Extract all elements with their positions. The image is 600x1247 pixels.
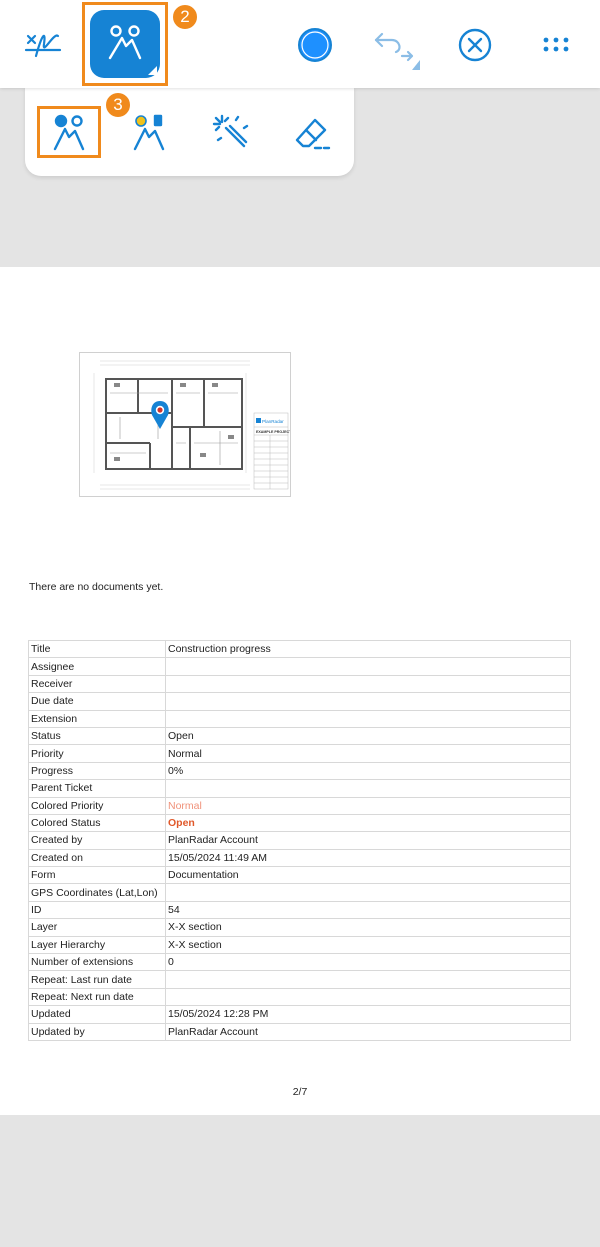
table-row	[29, 675, 571, 692]
marker-pen-button[interactable]	[119, 108, 179, 158]
row-label: Colored Status	[29, 814, 166, 831]
row-value	[166, 693, 571, 710]
table-row	[29, 954, 571, 971]
row-value	[166, 675, 571, 692]
laser-pointer-icon	[210, 112, 252, 154]
row-value: Normal	[166, 745, 571, 762]
table-row	[29, 849, 571, 866]
row-label: Priority	[29, 745, 166, 762]
step-two-badge: 2	[171, 3, 199, 31]
row-label: GPS Coordinates (Lat,Lon)	[29, 884, 166, 901]
row-value	[166, 971, 571, 988]
row-label: Colored Priority	[29, 797, 166, 814]
table-row	[29, 780, 571, 797]
table-row	[29, 971, 571, 988]
row-label: Due date	[29, 693, 166, 710]
location-pin-icon	[151, 401, 168, 429]
row-value: 0	[166, 954, 571, 971]
color-picker-button[interactable]	[294, 26, 336, 64]
step-three-badge: 3	[104, 91, 132, 119]
row-label: Assignee	[29, 658, 166, 675]
table-row	[29, 797, 571, 814]
undo-redo-button[interactable]	[372, 24, 424, 70]
floor-plan-thumbnail[interactable]	[79, 352, 291, 497]
pin-pen-icon	[49, 113, 89, 153]
row-value: X-X section	[166, 936, 571, 953]
table-row	[29, 745, 571, 762]
row-value: Normal	[166, 797, 571, 814]
row-value	[166, 884, 571, 901]
row-value	[166, 780, 571, 797]
eraser-button[interactable]	[281, 108, 341, 158]
close-button[interactable]	[456, 26, 494, 64]
row-label: Extension	[29, 710, 166, 727]
table-row	[29, 919, 571, 936]
row-value: 0%	[166, 762, 571, 779]
more-options-button[interactable]	[538, 32, 574, 56]
no-documents-message: There are no documents yet.	[29, 581, 164, 593]
row-value: PlanRadar Account	[166, 1023, 571, 1040]
plan-project-label: EXAMPLE PROJECT	[256, 430, 290, 434]
table-row	[29, 693, 571, 710]
row-label: Updated	[29, 1006, 166, 1023]
row-label: Updated by	[29, 1023, 166, 1040]
row-value	[166, 658, 571, 675]
row-label: Form	[29, 867, 166, 884]
row-label: Progress	[29, 762, 166, 779]
page-number: 2/7	[292, 1086, 308, 1098]
row-value: 54	[166, 901, 571, 918]
table-row	[29, 867, 571, 884]
row-value: Documentation	[166, 867, 571, 884]
row-value	[166, 988, 571, 1005]
undo-icon	[372, 24, 424, 70]
row-value: 15/05/2024 11:49 AM	[166, 849, 571, 866]
row-label: ID	[29, 901, 166, 918]
row-value: Open	[166, 727, 571, 744]
pen-tool-button[interactable]	[82, 2, 168, 86]
signature-icon[interactable]	[20, 22, 68, 66]
table-row	[29, 762, 571, 779]
table-row	[29, 988, 571, 1005]
table-row	[29, 832, 571, 849]
row-value: Open	[166, 814, 571, 831]
row-label: Created on	[29, 849, 166, 866]
row-value: 15/05/2024 12:28 PM	[166, 1006, 571, 1023]
color-swatch-icon	[296, 26, 334, 64]
table-row	[29, 1006, 571, 1023]
pen-tools-flyout	[25, 86, 354, 176]
marker-pen-icon	[129, 113, 169, 153]
floor-plan-drawing	[80, 353, 290, 496]
table-row	[29, 1023, 571, 1040]
annotation-toolbar	[0, 0, 600, 88]
document-page	[0, 267, 600, 1115]
table-row	[29, 814, 571, 831]
row-value	[166, 710, 571, 727]
row-label: Repeat: Last run date	[29, 971, 166, 988]
row-value: PlanRadar Account	[166, 832, 571, 849]
row-label: Title	[29, 641, 166, 658]
pen-tool-icon	[104, 22, 146, 66]
row-label: Number of extensions	[29, 954, 166, 971]
table-row	[29, 901, 571, 918]
table-row	[29, 936, 571, 953]
ticket-details-table	[28, 640, 571, 1041]
table-row	[29, 641, 571, 658]
row-label: Layer	[29, 919, 166, 936]
row-value: X-X section	[166, 919, 571, 936]
row-label: Layer Hierarchy	[29, 936, 166, 953]
close-icon	[457, 27, 493, 63]
row-label: Created by	[29, 832, 166, 849]
more-dots-icon	[541, 35, 571, 53]
row-label: Parent Ticket	[29, 780, 166, 797]
table-row	[29, 884, 571, 901]
table-row	[29, 710, 571, 727]
table-row	[29, 658, 571, 675]
row-label: Receiver	[29, 675, 166, 692]
row-label: Status	[29, 727, 166, 744]
row-label: Repeat: Next run date	[29, 988, 166, 1005]
pin-pen-button[interactable]	[39, 108, 99, 158]
row-value: Construction progress	[166, 641, 571, 658]
plan-brand-label: PlanRadar	[262, 419, 284, 424]
laser-pointer-button[interactable]	[201, 108, 261, 158]
eraser-icon	[289, 112, 333, 154]
submenu-indicator	[148, 66, 157, 75]
table-row	[29, 727, 571, 744]
